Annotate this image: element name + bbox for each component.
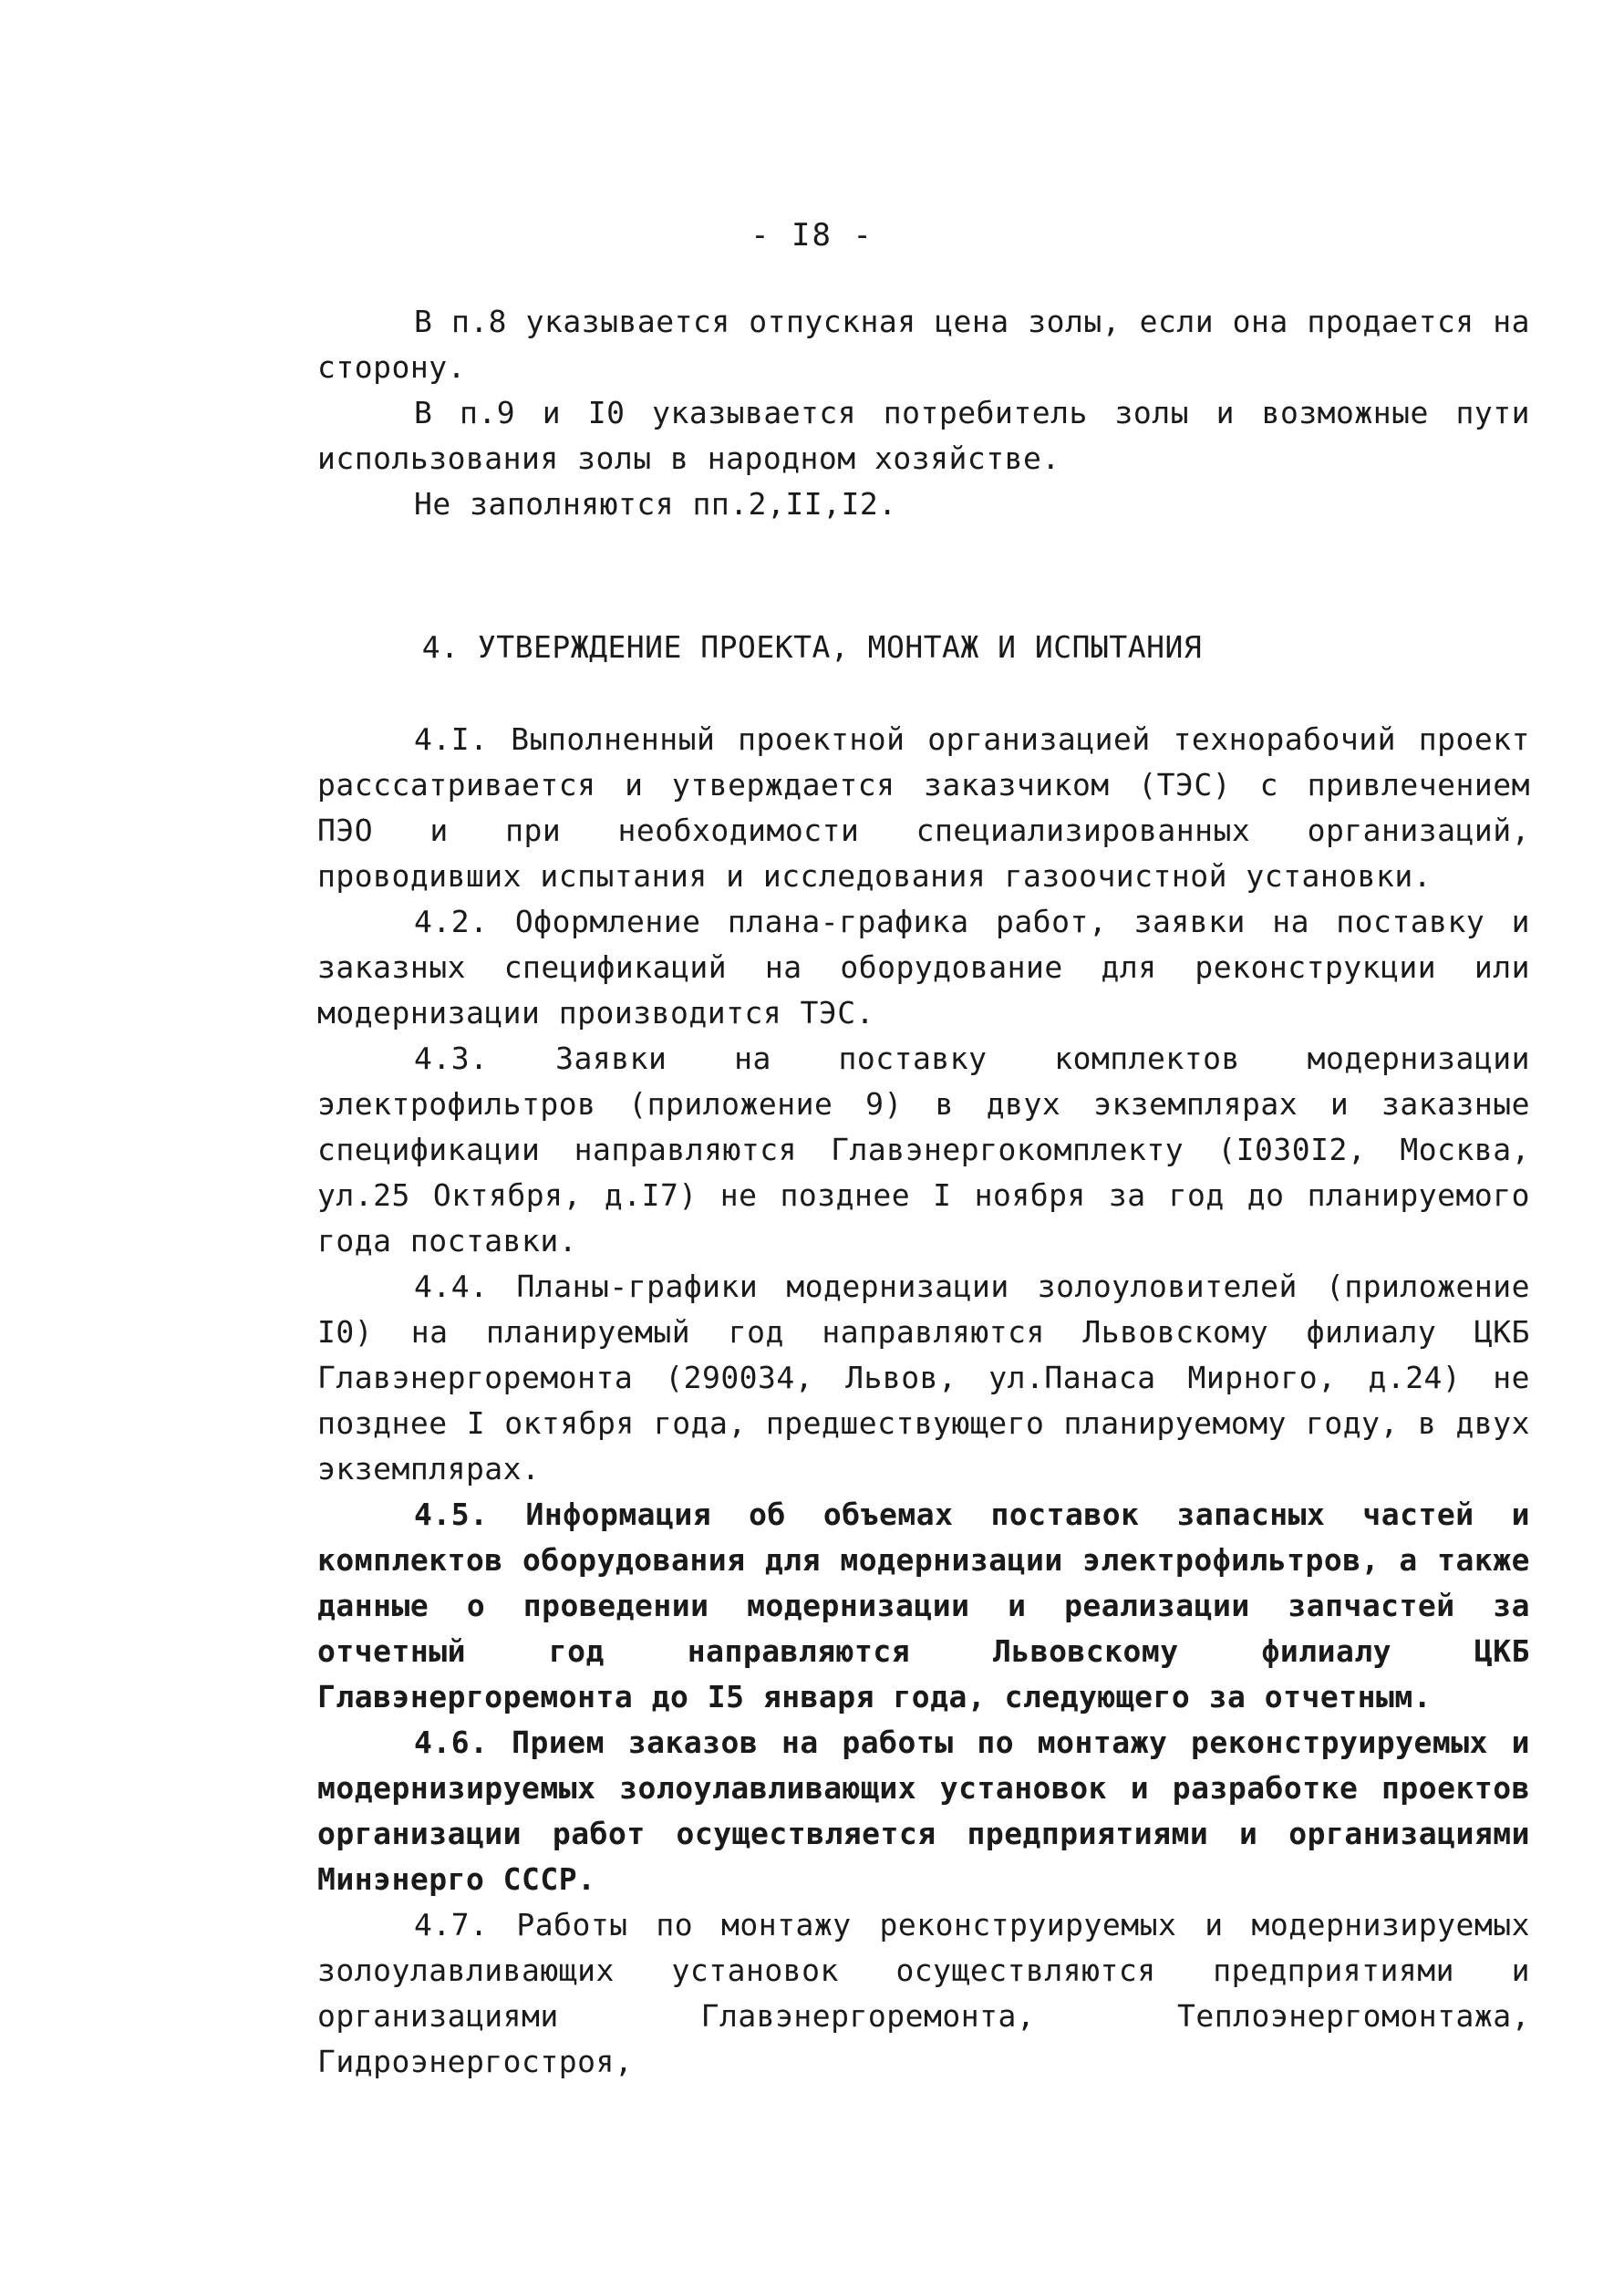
paragraph-4-1: 4.I. Выполненный проектной организацией технорабочий проект рассcатривается и утверждается заказчиком (ТЭС) с привлечением ПЭО и при необходимости специализированных организаций, проводивших испытания и исследования газоочистной установки. bbox=[317, 721, 1530, 894]
section-title: 4. УТВЕРЖДЕНИЕ ПРОЕКТА, МОНТАЖ И ИСПЫТАНИЯ bbox=[421, 629, 1203, 665]
section-body bbox=[317, 717, 1530, 2085]
paragraph-4-4: 4.4. Планы-графики модернизации золоуловителей (приложение I0) на планируемый год направляются Львовскому филиалу ЦКБ Главэнергоремонта (290034, Львов, ул.Панаса Мирного, д.24) не позднее I октября года, предшествующего планируемому году, в двух экземплярах. bbox=[317, 1269, 1530, 1487]
paragraph: В п.9 и I0 указывается потребитель золы и возможные пути использования золы в народном хозяйстве. bbox=[317, 395, 1530, 476]
paragraph: В п.8 указывается отпускная цена золы, если она продается на сторону. bbox=[317, 304, 1530, 385]
paragraph-4-2: 4.2. Оформление плана-графика работ, заявки на поставку и заказных спецификаций на оборудование для реконструкции или модернизации производится ТЭС. bbox=[317, 904, 1530, 1031]
paragraph-4-6: 4.6. Прием заказов на работы по монтажу реконструируемых и модернизируемых золоулавливающих установок и разработке проектов организации работ осуществляется предприятиями и организациями Минэнерго СССР. bbox=[317, 1725, 1530, 1897]
paragraph-4-5: 4.5. Информация об объемах поставок запасных частей и комплектов оборудования для модернизации электрофильтров, а также данные о проведении модернизации и реализации запчастей за отчетный год направляются Львовскому филиалу ЦКБ Главэнергоремонта до I5 января года, следующего за отчетным. bbox=[317, 1497, 1530, 1714]
page-number: - I8 - bbox=[750, 217, 874, 254]
intro-block bbox=[317, 299, 1530, 527]
paragraph-4-7: 4.7. Работы по монтажу реконструируемых и модернизируемых золоулавливающих установок осуществляются предприятиями и организациями Главэнергоремонта, Теплоэнергомонтажа, Гидроэнергостроя, bbox=[317, 1907, 1530, 2079]
paragraph: Не заполняются пп.2,II,I2. bbox=[414, 486, 897, 522]
paragraph-4-3: 4.3. Заявки на поставку комплектов модернизации электрофильтров (приложение 9) в двух экземплярах и заказные спецификации направляются Главэнергокомплекту (I030I2, Москва, ул.25 Октября, д.I7) не позднее I ноября за год до планируемого года поставки. bbox=[317, 1041, 1530, 1259]
